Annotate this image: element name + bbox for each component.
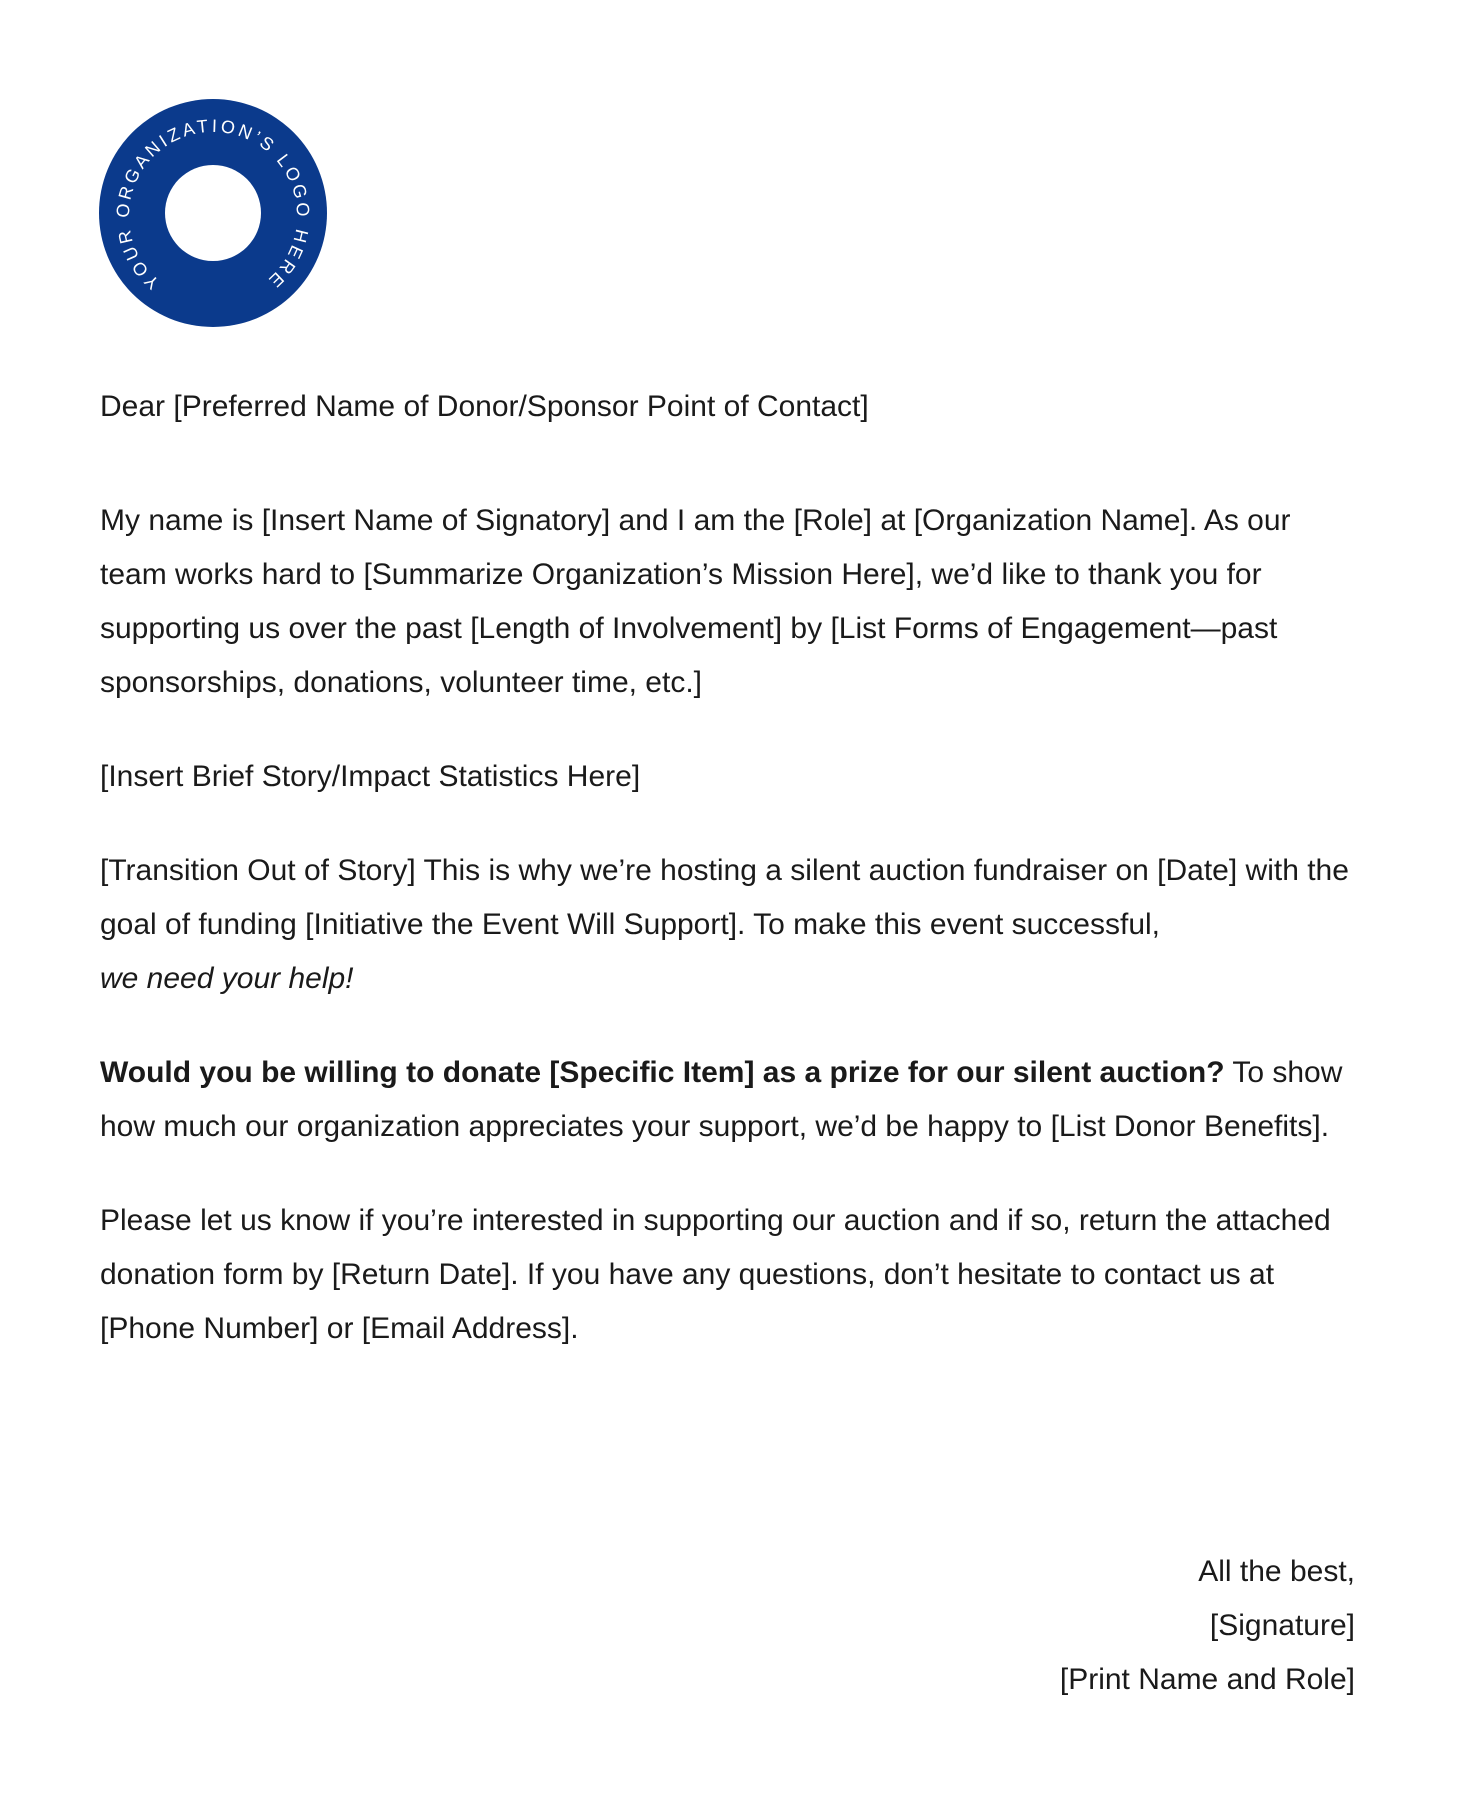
donation-request-paragraph <box>100 1046 1360 1154</box>
closing-block <box>1060 1545 1355 1707</box>
signature-placeholder: [Signature] <box>1209 1609 1355 1642</box>
donation-request-question: Would you be willing to donate [Specific Item] as a prize for our silent auction? <box>100 1056 1225 1089</box>
donor-benefits-text: To show how much our organization appreciates your support, we’d be happy to [List Donor Benefits]. <box>100 1056 1343 1143</box>
contact-paragraph: Please let us know if you’re interested in supporting our auction and if so, return the attached donation form by [Return Date]. If you have any questions, don’t hesitate to contact us at [Phone Number] or [Email Address]. <box>100 1204 1331 1345</box>
intro-paragraph: My name is [Insert Name of Signatory] and I am the [Role] at [Organization Name]. As our team works hard to [Summarize Organization’s Mission Here], we’d like to thank you for supporting us over the past [Length of Involvement] by [List Forms of Engagement—past sponsorships, donations, volunteer time, etc.] <box>100 504 1291 699</box>
event-text: [Transition Out of Story] This is why we’re hosting a silent auction fundraiser on [Date] with the goal of funding [Initiative the Event Will Support]. To make this event successful, <box>100 854 1349 941</box>
letter-body <box>100 380 1360 1396</box>
help-emphasis: we need your help! <box>100 962 354 995</box>
logo-center-hole <box>165 165 261 261</box>
logo-text: YOUR ORGANIZATION’S LOGO HERE <box>112 115 314 294</box>
logo-seal-graphic <box>99 99 327 327</box>
salutation: Dear [Preferred Name of Donor/Sponsor Point of Contact] <box>100 390 869 423</box>
organization-logo-placeholder <box>99 99 327 327</box>
signoff: All the best, <box>1198 1555 1355 1588</box>
print-name-placeholder: [Print Name and Role] <box>1059 1663 1355 1696</box>
event-paragraph <box>100 844 1360 1006</box>
story-paragraph: [Insert Brief Story/Impact Statistics Here] <box>100 760 641 793</box>
